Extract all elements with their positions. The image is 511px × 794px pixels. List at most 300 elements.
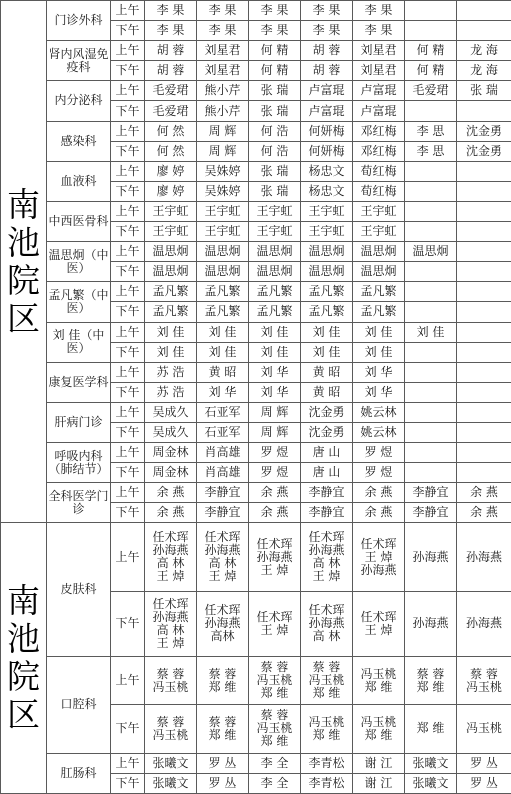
session-label: 下午 (111, 141, 145, 161)
doctor-cell: 李 果 (301, 21, 353, 41)
doctor-cell: 温思炯 (353, 242, 405, 262)
doctor-cell (405, 302, 457, 322)
doctor-cell: 王宇虹 (249, 201, 301, 221)
table-row (1, 242, 511, 262)
table-row (1, 362, 511, 382)
doctor-cell (457, 523, 511, 591)
doctor-cell: 张曦文 (405, 773, 457, 793)
doctor-cell: 周 辉 (197, 121, 249, 141)
doctor-cell: 邓红梅 (353, 141, 405, 161)
doctor-name: 冯玉桃 (360, 714, 397, 729)
session-label: 下午 (111, 773, 145, 793)
department-name: 肾内风湿免疫科 (47, 41, 111, 81)
doctor-cell: 荀红梅 (353, 161, 405, 181)
doctor-cell: 温思炯 (249, 262, 301, 282)
doctor-cell (405, 342, 457, 362)
doctor-cell: 李 果 (145, 1, 197, 21)
doctor-cell: 何妍梅 (301, 121, 353, 141)
doctor-cell: 周 辉 (249, 422, 301, 442)
doctor-cell (145, 523, 197, 591)
doctor-cell: 石亚军 (197, 402, 249, 422)
doctor-cell: 唐 山 (301, 463, 353, 483)
doctor-cell (197, 657, 249, 705)
doctor-cell: 毛爱珺 (145, 81, 197, 101)
session-label: 上午 (111, 242, 145, 262)
department-name: 门诊外科 (47, 1, 111, 41)
doctor-cell: 余 燕 (457, 503, 511, 523)
doctor-name: 任术珲 (360, 609, 397, 624)
doctor-cell: 周金林 (145, 443, 197, 463)
doctor-cell (249, 523, 301, 591)
doctor-cell (145, 657, 197, 705)
doctor-cell: 周 辉 (249, 402, 301, 422)
doctor-cell (301, 657, 353, 705)
doctor-name: 冯玉桃 (360, 666, 397, 681)
doctor-cell: 何 精 (405, 41, 457, 61)
doctor-name: 冯玉桃 (152, 727, 189, 742)
doctor-cell: 荀红梅 (353, 181, 405, 201)
doctor-name: 任术珲 (152, 530, 189, 545)
doctor-cell (405, 523, 457, 591)
doctor-cell: 余 燕 (249, 503, 301, 523)
doctor-name: 高 林 (156, 622, 185, 637)
doctor-name: 蔡 蓉 (470, 666, 498, 681)
doctor-name: 孙海燕 (465, 616, 502, 631)
doctor-cell: 余 燕 (249, 483, 301, 503)
table-row (1, 1, 511, 21)
doctor-cell: 罗 丛 (197, 753, 249, 773)
doctor-cell (249, 657, 301, 705)
doctor-name: 郑 维 (208, 727, 237, 742)
doctor-cell: 李 思 (405, 141, 457, 161)
session-label: 上午 (111, 753, 145, 773)
doctor-cell (457, 302, 511, 322)
doctor-cell (457, 1, 511, 21)
doctor-cell (457, 362, 511, 382)
doctor-name: 蔡 蓉 (416, 666, 445, 681)
department-name: 皮肤科 (47, 523, 111, 657)
doctor-name: 冯玉桃 (256, 721, 293, 736)
doctor-name: 孙海燕 (412, 549, 449, 564)
table-row (1, 483, 511, 503)
table-row (1, 657, 511, 705)
doctor-cell: 张 瑞 (249, 161, 301, 181)
doctor-name: 高林 (210, 629, 235, 644)
doctor-cell (405, 362, 457, 382)
doctor-cell: 罗 丛 (457, 753, 511, 773)
doctor-cell (197, 523, 249, 591)
doctor-cell: 温思炯 (301, 242, 353, 262)
doctor-cell: 孟凡繁 (197, 302, 249, 322)
department-name: 口腔科 (47, 657, 111, 753)
doctor-cell: 黄 昭 (197, 362, 249, 382)
doctor-name: 任术珲 (256, 609, 293, 624)
doctor-cell: 刘 华 (249, 362, 301, 382)
doctor-name: 任术珲 (152, 596, 189, 611)
session-label: 上午 (111, 322, 145, 342)
doctor-cell (405, 101, 457, 121)
doctor-cell: 熊小芹 (197, 81, 249, 101)
doctor-name: 郑 维 (260, 686, 289, 701)
doctor-cell (353, 705, 405, 753)
doctor-cell: 刘 华 (197, 382, 249, 402)
department-name: 内分泌科 (47, 81, 111, 121)
doctor-cell: 何妍梅 (301, 141, 353, 161)
doctor-cell: 孟凡繁 (249, 302, 301, 322)
doctor-cell (457, 181, 511, 201)
doctor-cell (457, 262, 511, 282)
doctor-name: 孙海燕 (308, 543, 345, 558)
doctor-cell: 苏 浩 (145, 382, 197, 402)
session-label: 上午 (111, 1, 145, 21)
doctor-cell: 刘 佳 (405, 322, 457, 342)
doctor-cell: 胡 蓉 (145, 41, 197, 61)
doctor-cell: 罗 煜 (249, 443, 301, 463)
table-row (1, 402, 511, 422)
doctor-cell: 刘星君 (353, 61, 405, 81)
doctor-cell: 毛爱珺 (405, 81, 457, 101)
doctor-cell: 胡 蓉 (145, 61, 197, 81)
doctor-cell: 张 瑞 (249, 81, 301, 101)
doctor-name: 高 林 (156, 556, 185, 571)
doctor-cell (405, 657, 457, 705)
doctor-cell: 王宇虹 (145, 222, 197, 242)
doctor-cell: 余 燕 (353, 503, 405, 523)
doctor-name: 任术珲 (204, 530, 241, 545)
doctor-cell (405, 262, 457, 282)
table-row (1, 161, 511, 181)
doctor-cell: 李 果 (301, 1, 353, 21)
doctor-cell: 李静宜 (405, 483, 457, 503)
doctor-name: 郑 维 (312, 727, 341, 742)
doctor-name: 冯玉桃 (256, 673, 293, 688)
doctor-name: 蔡 蓉 (208, 714, 237, 729)
session-label: 上午 (111, 201, 145, 221)
doctor-cell: 余 燕 (145, 503, 197, 523)
session-label: 下午 (111, 503, 145, 523)
doctor-cell: 刘 华 (353, 382, 405, 402)
doctor-cell (405, 282, 457, 302)
doctor-cell: 廖 婷 (145, 181, 197, 201)
doctor-cell: 罗 丛 (457, 773, 511, 793)
session-label: 上午 (111, 121, 145, 141)
doctor-cell (405, 161, 457, 181)
doctor-cell: 李 全 (249, 753, 301, 773)
doctor-cell (145, 591, 197, 656)
doctor-cell (301, 705, 353, 753)
table-row (1, 41, 511, 61)
doctor-name: 蔡 蓉 (156, 666, 185, 681)
doctor-cell: 吴成久 (145, 402, 197, 422)
doctor-cell: 余 燕 (145, 483, 197, 503)
doctor-name: 王 焯 (208, 569, 237, 584)
doctor-cell: 吴成久 (145, 422, 197, 442)
doctor-name: 王 焯 (156, 569, 185, 584)
doctor-name: 郑 维 (364, 679, 393, 694)
doctor-name: 高 林 (312, 629, 341, 644)
doctor-cell: 卢富琨 (353, 81, 405, 101)
doctor-cell: 吴姝婷 (197, 181, 249, 201)
doctor-cell: 龙 海 (457, 61, 511, 81)
doctor-cell: 肖高雄 (197, 463, 249, 483)
doctor-cell (457, 402, 511, 422)
doctor-cell: 王宇虹 (353, 222, 405, 242)
doctor-cell: 姚云林 (353, 422, 405, 442)
doctor-cell: 周 辉 (197, 141, 249, 161)
doctor-cell: 王宇虹 (249, 222, 301, 242)
doctor-cell: 罗 煜 (249, 463, 301, 483)
doctor-name: 王 焯 (156, 635, 185, 650)
doctor-cell: 李 果 (197, 1, 249, 21)
doctor-cell: 何 浩 (249, 121, 301, 141)
doctor-cell: 刘星君 (197, 41, 249, 61)
doctor-cell (457, 422, 511, 442)
doctor-name: 王 焯 (364, 622, 393, 637)
session-label: 下午 (111, 222, 145, 242)
doctor-cell: 刘 佳 (145, 342, 197, 362)
doctor-cell: 张 瑞 (249, 101, 301, 121)
doctor-cell: 温思炯 (197, 242, 249, 262)
doctor-name: 王 焯 (364, 549, 393, 564)
doctor-cell: 李 思 (405, 121, 457, 141)
session-label: 下午 (111, 262, 145, 282)
doctor-cell: 孟凡繁 (145, 282, 197, 302)
doctor-cell: 刘 佳 (249, 322, 301, 342)
department-name: 感染科 (47, 121, 111, 161)
doctor-cell (457, 21, 511, 41)
doctor-name: 高 林 (312, 556, 341, 571)
doctor-cell: 李 果 (249, 21, 301, 41)
doctor-cell: 李 果 (249, 1, 301, 21)
doctor-cell: 王宇虹 (353, 201, 405, 221)
doctor-cell (405, 705, 457, 753)
doctor-cell: 罗 煜 (353, 463, 405, 483)
table-row (1, 753, 511, 773)
doctor-cell: 沈金勇 (457, 141, 511, 161)
department-name: 肝病门诊 (47, 402, 111, 442)
doctor-cell: 何 然 (145, 121, 197, 141)
doctor-cell: 孟凡繁 (197, 282, 249, 302)
doctor-name: 冯玉桃 (308, 714, 345, 729)
session-label: 下午 (111, 61, 145, 81)
doctor-cell (249, 705, 301, 753)
session-label: 上午 (111, 282, 145, 302)
session-label: 下午 (111, 101, 145, 121)
doctor-cell (197, 705, 249, 753)
doctor-cell: 张 瑞 (457, 81, 511, 101)
doctor-cell: 李静宜 (197, 503, 249, 523)
doctor-cell: 孟凡繁 (145, 302, 197, 322)
doctor-name: 高 林 (208, 556, 237, 571)
doctor-cell: 姚云林 (353, 402, 405, 422)
doctor-cell (301, 591, 353, 656)
session-label: 下午 (111, 705, 145, 753)
doctor-cell: 刘星君 (353, 41, 405, 61)
doctor-name: 王 焯 (260, 622, 289, 637)
doctor-name: 任术珲 (256, 536, 293, 551)
doctor-cell: 何 精 (405, 61, 457, 81)
doctor-cell (353, 657, 405, 705)
doctor-cell (353, 523, 405, 591)
doctor-cell (405, 422, 457, 442)
doctor-cell (353, 591, 405, 656)
doctor-cell: 胡 蓉 (301, 41, 353, 61)
doctor-cell: 刘 佳 (145, 322, 197, 342)
campus-name: 南池院区 (1, 1, 47, 523)
doctor-name: 郑 维 (416, 721, 445, 736)
doctor-cell: 肖高雄 (197, 443, 249, 463)
department-name: 温思炯（中医） (47, 242, 111, 282)
doctor-cell: 温思炯 (249, 242, 301, 262)
doctor-cell: 孟凡繁 (301, 282, 353, 302)
doctor-cell: 王宇虹 (197, 222, 249, 242)
doctor-name: 冯玉桃 (465, 721, 502, 736)
doctor-cell: 李 果 (197, 21, 249, 41)
doctor-cell: 李青松 (301, 773, 353, 793)
department-name: 肛肠科 (47, 753, 111, 793)
doctor-cell: 刘 佳 (353, 342, 405, 362)
doctor-cell: 李静宜 (301, 503, 353, 523)
doctor-cell (249, 591, 301, 656)
doctor-name: 王 焯 (260, 562, 289, 577)
doctor-name: 任术珲 (308, 530, 345, 545)
doctor-name: 蔡 蓉 (156, 714, 185, 729)
doctor-cell: 刘 佳 (301, 322, 353, 342)
roster-body (1, 1, 511, 794)
doctor-cell: 毛爱珺 (145, 101, 197, 121)
doctor-name: 郑 维 (208, 679, 237, 694)
session-label: 上午 (111, 161, 145, 181)
doctor-name: 郑 维 (364, 727, 393, 742)
doctor-cell: 杨忠文 (301, 161, 353, 181)
session-label: 下午 (111, 382, 145, 402)
session-label: 下午 (111, 463, 145, 483)
doctor-cell: 温思炯 (197, 262, 249, 282)
doctor-cell: 张 瑞 (249, 181, 301, 201)
doctor-cell: 刘 佳 (197, 322, 249, 342)
doctor-cell: 卢富琨 (301, 81, 353, 101)
doctor-cell: 何 精 (249, 41, 301, 61)
doctor-cell: 孟凡繁 (249, 282, 301, 302)
doctor-cell: 罗 丛 (197, 773, 249, 793)
doctor-cell: 李 果 (353, 21, 405, 41)
doctor-cell: 张曦文 (145, 753, 197, 773)
doctor-cell (457, 242, 511, 262)
doctor-cell (405, 201, 457, 221)
doctor-cell: 吴姝婷 (197, 161, 249, 181)
doctor-cell (405, 1, 457, 21)
doctor-name: 蔡 蓉 (260, 708, 289, 723)
doctor-cell (405, 463, 457, 483)
session-label: 下午 (111, 302, 145, 322)
doctor-cell (405, 21, 457, 41)
doctor-cell (197, 591, 249, 656)
doctor-cell (405, 181, 457, 201)
doctor-cell (457, 161, 511, 181)
doctor-cell (457, 201, 511, 221)
doctor-name: 郑 维 (312, 686, 341, 701)
doctor-cell: 刘 佳 (301, 342, 353, 362)
doctor-name: 孙海燕 (465, 549, 502, 564)
doctor-cell: 王宇虹 (301, 222, 353, 242)
doctor-name: 郑 维 (260, 734, 289, 749)
doctor-name: 任术珲 (308, 603, 345, 618)
doctor-cell (457, 342, 511, 362)
doctor-cell: 何 然 (145, 141, 197, 161)
doctor-cell (405, 222, 457, 242)
doctor-name: 蔡 蓉 (312, 660, 341, 675)
doctor-cell: 刘 佳 (249, 342, 301, 362)
doctor-cell (405, 443, 457, 463)
session-label: 上午 (111, 41, 145, 61)
doctor-cell: 谢 江 (353, 773, 405, 793)
doctor-cell: 何 浩 (249, 141, 301, 161)
doctor-name: 孙海燕 (204, 616, 241, 631)
session-label: 上午 (111, 657, 145, 705)
doctor-cell: 王宇虹 (301, 201, 353, 221)
doctor-cell: 温思炯 (405, 242, 457, 262)
doctor-cell (405, 591, 457, 656)
doctor-cell: 黄 昭 (301, 382, 353, 402)
doctor-cell: 黄 昭 (301, 362, 353, 382)
doctor-cell: 熊小芹 (197, 101, 249, 121)
doctor-cell: 苏 浩 (145, 362, 197, 382)
department-name: 康复医学科 (47, 362, 111, 402)
session-label: 上午 (111, 523, 145, 591)
doctor-cell: 谢 江 (353, 753, 405, 773)
doctor-cell: 李静宜 (197, 483, 249, 503)
doctor-cell (457, 705, 511, 753)
doctor-cell: 杨忠文 (301, 181, 353, 201)
table-row (1, 81, 511, 101)
doctor-cell: 王宇虹 (197, 201, 249, 221)
doctor-cell: 张曦文 (145, 773, 197, 793)
session-label: 上午 (111, 81, 145, 101)
doctor-cell: 刘 华 (353, 362, 405, 382)
doctor-name: 孙海燕 (308, 616, 345, 631)
doctor-cell: 廖 婷 (145, 161, 197, 181)
doctor-cell (457, 322, 511, 342)
doctor-cell: 李静宜 (405, 503, 457, 523)
doctor-name: 郑 维 (416, 679, 445, 694)
doctor-name: 孙海燕 (360, 562, 397, 577)
doctor-cell: 孟凡繁 (353, 282, 405, 302)
doctor-cell (457, 591, 511, 656)
doctor-cell: 李 全 (249, 773, 301, 793)
doctor-cell: 余 燕 (457, 483, 511, 503)
doctor-cell: 刘 佳 (353, 322, 405, 342)
doctor-cell: 卢富琨 (353, 101, 405, 121)
session-label: 上午 (111, 483, 145, 503)
doctor-cell: 刘 佳 (197, 342, 249, 362)
doctor-cell: 温思炯 (353, 262, 405, 282)
doctor-cell: 李 果 (145, 21, 197, 41)
session-label: 下午 (111, 422, 145, 442)
doctor-name: 孙海燕 (412, 616, 449, 631)
session-label: 上午 (111, 443, 145, 463)
doctor-name: 任术珲 (360, 536, 397, 551)
doctor-name: 孙海燕 (204, 543, 241, 558)
doctor-cell (405, 402, 457, 422)
doctor-cell (457, 282, 511, 302)
department-name: 全科医学门诊 (47, 483, 111, 523)
table-row (1, 282, 511, 302)
doctor-name: 蔡 蓉 (260, 660, 289, 675)
doctor-cell: 温思炯 (301, 262, 353, 282)
doctor-name: 孙海燕 (152, 543, 189, 558)
doctor-name: 冯玉桃 (152, 679, 189, 694)
campus-name: 南池院区 (1, 523, 47, 794)
